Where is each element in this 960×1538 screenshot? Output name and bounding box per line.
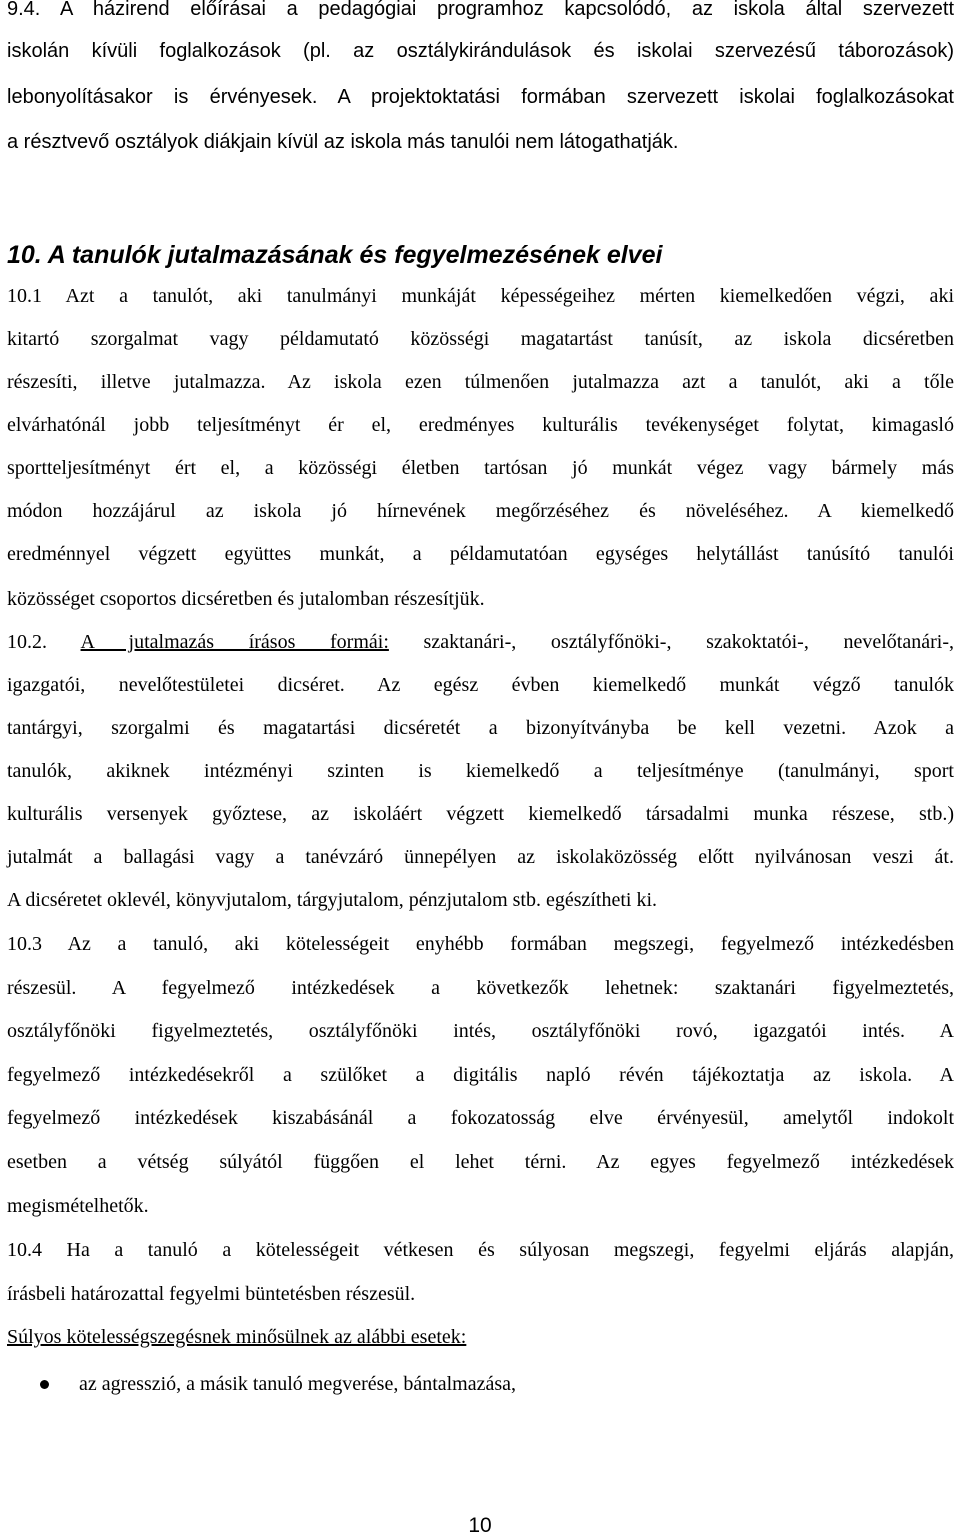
text-line: A dicséretet oklevél, könyvjutalom, tárgyjutalom, pénzjutalom stb. egészítheti ki.: [7, 889, 658, 911]
text-line-10-2-first: [7, 630, 954, 654]
text-line: sportteljesítményt ért el, a közösségi életben tartósan jó munkát végez vagy bármely más: [7, 457, 954, 479]
text-line: igazgatói, nevelőtestületei dicséret. Az egész évben kiemelkedő munkát végző tanulók: [7, 674, 954, 696]
text-line: kitartó szorgalmat vagy példamutató közösségi magatartást tanúsít, az iskola dicséretben: [7, 328, 954, 350]
text-line: 10.1 Azt a tanulót, aki tanulmányi munkáját képességeihez mérten kiemelkedően végzi, aki: [7, 285, 954, 307]
text-line: esetben a vétség súlyától függően el lehet térni. Az egyes fegyelmező intézkedések: [7, 1151, 954, 1173]
page-number: 10: [468, 1514, 492, 1537]
text-line: közösséget csoportos dicséretben és jutalomban részesítjük.: [7, 588, 485, 610]
paragraph-number: 10.2.: [7, 631, 47, 653]
text-line: tantárgyi, szorgalmi és magatartási dicséretét a bizonyítványba be kell vezetni. Azok a: [7, 717, 954, 739]
text-line: jutalmát a ballagási vagy a tanévzáró ünnepélyen az iskolaközösség előtt nyilvánosan veszi át.: [7, 846, 954, 868]
text-line: osztályfőnöki figyelmeztetés, osztályfőnöki intés, osztályfőnöki rovó, igazgatói intés. A: [7, 1020, 954, 1042]
text-line: elvárhatónál jobb teljesítményt ér el, eredményes kulturális tevékenységet folytat, kimagasló: [7, 414, 954, 436]
text-line: módon hozzájárul az iskola jó hírnevének megőrzéséhez és növeléséhez. A kiemelkedő: [7, 500, 954, 522]
text-line: kulturális versenyek győztese, az iskoláért végzett kiemelkedő társadalmi munka részese, stb.): [7, 803, 954, 825]
text-line: 10.3 Az a tanuló, aki kötelességeit enyhébb formában megszegi, fegyelmező intézkedésben: [7, 933, 954, 955]
text-line: fegyelmező intézkedésekről a szülőket a digitális napló révén tájékoztatja az iskola. A: [7, 1064, 954, 1086]
text-line: fegyelmező intézkedések kiszabásánál a fokozatosság elve érvényesül, amelytől indokolt: [7, 1107, 954, 1129]
text-line: részesíti, illetve jutalmazza. Az iskola ezen túlmenően jutalmazza azt a tanulót, aki a tőle: [7, 371, 954, 393]
text-line: megismételhetők.: [7, 1195, 149, 1217]
text-line: a résztvevő osztályok diákjain kívül az iskola más tanulói nem látogathatják.: [7, 131, 679, 153]
bullet-icon: [40, 1380, 49, 1389]
text-line: 9.4. A házirend előírásai a pedagógiai programhoz kapcsolódó, az iskola által szervezett: [7, 0, 954, 20]
list-item: az agresszió, a másik tanuló megverése, bántalmazása,: [79, 1373, 517, 1395]
text-line: részesül. A fegyelmező intézkedések a következők lehetnek: szaktanári figyelmeztetés,: [7, 977, 954, 999]
text-line: lebonyolításakor is érvényesek. A projektoktatási formában szervezett iskolai foglalkozásokat: [7, 86, 954, 108]
text-line: iskolán kívüli foglalkozások (pl. az osztálykirándulások és iskolai szervezésű táborozások): [7, 40, 954, 62]
text-fragment: szaktanári-, osztályfőnöki-, szakoktatói-, nevelőtanári-,: [423, 631, 954, 653]
text-line: 10.4 Ha a tanuló a kötelességeit vétkesen és súlyosan megszegi, fegyelmi eljárás alapján,: [7, 1239, 954, 1261]
text-line: eredménnyel végzett együttes munkát, a példamutatóan egységes helytállást tanúsító tanulói: [7, 543, 954, 565]
underlined-subheading: Súlyos kötelességszegésnek minősülnek az alábbi esetek:: [7, 1326, 467, 1348]
text-line: írásbeli határozattal fegyelmi büntetésben részesül.: [7, 1283, 416, 1305]
underlined-subheading: A jutalmazás írásos formái:: [80, 631, 389, 653]
text-line: tanulók, akiknek intézményi szinten is kiemelkedő a teljesítménye (tanulmányi, sport: [7, 760, 954, 782]
section-heading: 10. A tanulók jutalmazásának és fegyelmezésének elvei: [7, 241, 663, 269]
